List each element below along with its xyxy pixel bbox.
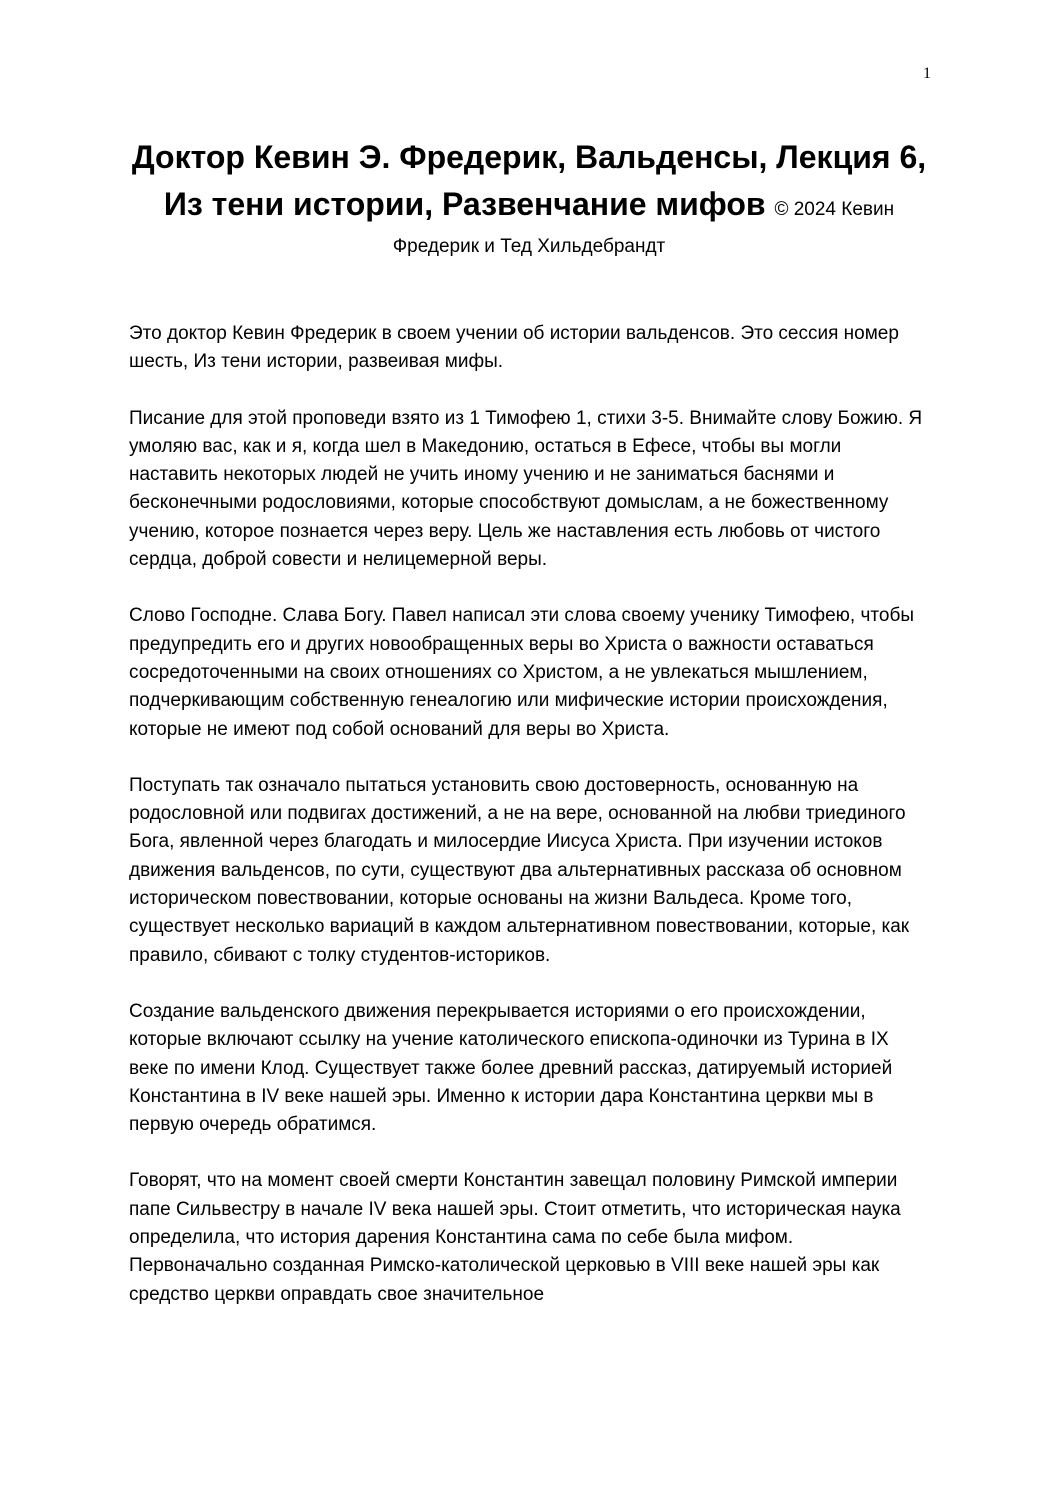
paragraph-3: Слово Господне. Слава Богу. Павел написал эти слова своему ученику Тимофею, чтобы предупредить его и других новообращенных веры во Христа о важности оставаться сосредоточенными на своих отношениях со Христом, а не увлекаться мышлением, подчеркивающим собственную генеалогию или мифические истории происхождения, которые не имеют под собой оснований для веры во Христа.: [129, 605, 914, 740]
paragraph-6: Говорят, что на момент своей смерти Константин завещал половину Римской империи папе Сильвестру в начале IV века нашей эры. Стоит отметить, что историческая наука определила, что история дарения Константина сама по себе была мифом. Первоначально созданная Римско-католической церковью в VIII веке нашей эры как средство церкви оправдать свое значительное: [129, 1170, 901, 1305]
body-text: [129, 320, 929, 1337]
title-block: [120, 134, 938, 261]
title-subtitle: Из тени истории, Развенчание мифов: [163, 186, 766, 222]
paragraph-4: Поступать так означало пытаться установить свою достоверность, основанную на родословной или подвигах достижений, а не на вере, основанной на любви триединого Бога, явленной через благодать и милосердие Иисуса Христа. При изучении истоков движения вальденсов, по сути, существуют два альтернативных рассказа об основном историческом повествовании, которые основаны на жизни Вальдеса. Кроме того, существует несколько вариаций в каждом альтернативном повествовании, которые, как правило, сбивают с толку студентов-историков.: [129, 774, 910, 966]
page-number: 1: [923, 65, 931, 82]
paragraph-2: Писание для этой проповеди взято из 1 Тимофею 1, стихи 3-5. Внимайте слову Божию. Я умоляю вас, как и я, когда шел в Македонию, остаться в Ефесе, чтобы вы могли наставить некоторых людей не учить иному учению и не заниматься баснями и бесконечными родословиями, которые способствуют домыслам, а не божественному учению, которое познается через веру. Цель же наставления есть любовь от чистого сердца, доброй совести и нелицемерной веры.: [129, 407, 923, 571]
paragraph-1: Это доктор Кевин Фредерик в своем учении об истории вальденсов. Это сессия номер шесть, Из тени истории, развеивая мифы.: [129, 323, 899, 373]
title-line-2: [120, 181, 938, 233]
authors-line: Фредерик и Тед Хильдебрандт: [392, 236, 666, 257]
paragraph-5: Создание вальденского движения перекрывается историями о его происхождении, которые включают ссылку на учение католического епископа-одиночки из Турина в IX веке по имени Клод. Существует также более древний рассказ, датируемый историей Константина в IV веке нашей эры. Именно к истории дара Константина церкви мы в первую очередь обратимся.: [129, 1000, 893, 1136]
copyright-notice: © 2024 Кевин: [774, 199, 895, 220]
title-line-1: Доктор Кевин Э. Фредерик, Вальденсы, Лекция 6,: [131, 139, 927, 175]
